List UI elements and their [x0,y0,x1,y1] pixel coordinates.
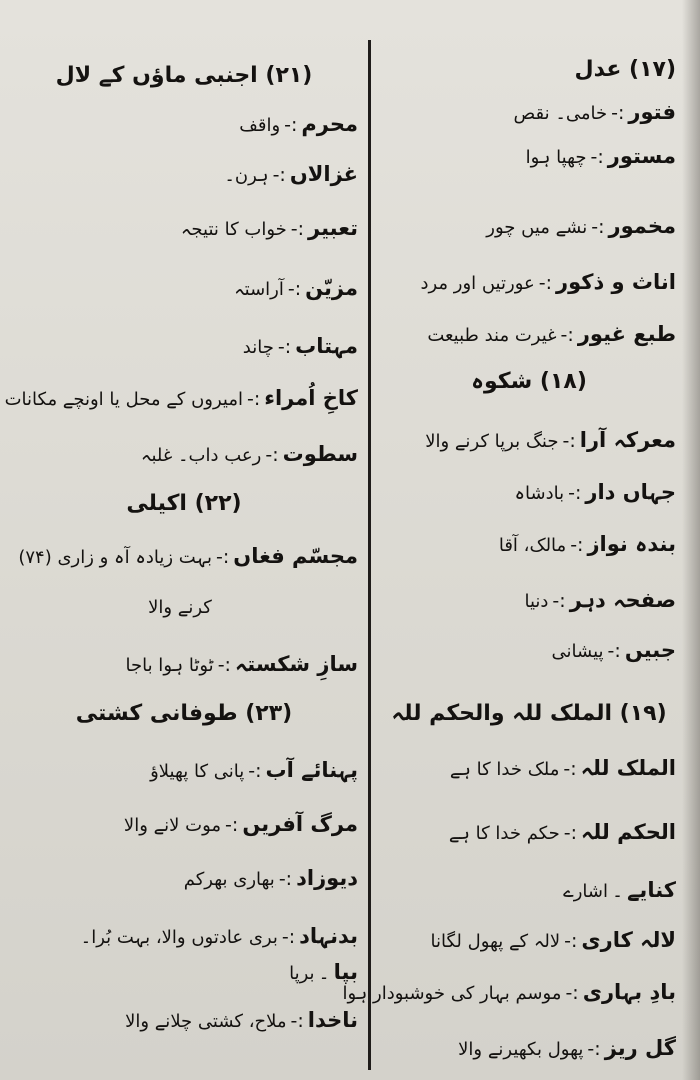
entry-term: فتور [628,100,676,124]
entry-separator: ۔ [611,880,624,902]
entry-row [10,650,358,680]
entry-row [10,332,358,362]
entry-separator: :- [552,590,566,612]
entry-meaning: بری عادتوں والا، بہت بُرا۔ [80,927,278,948]
entry-row [382,876,676,906]
entry-separator: :- [591,216,605,238]
entry-separator: :- [564,930,578,952]
entry-separator: :- [290,1010,304,1032]
entry-row [10,274,358,304]
entry-separator: :- [287,278,302,300]
entry-row [382,212,676,242]
entry-row [10,958,358,988]
entry-meaning: بھاری بھرکم [183,869,275,890]
section-heading-23: (۲۳) طوفانی کشتی [75,701,293,726]
entry-row [10,922,358,952]
entry-row [382,98,676,128]
section-heading-19: (۱۹) الملک للہ والحکم للہ [391,701,667,726]
entry-separator: :- [563,822,578,844]
entry-meaning: غیرت مند طبیعت [427,325,557,346]
entry-meaning: نشے میں چور [486,217,588,238]
entry-row [10,160,358,190]
entry-term: محرم [301,112,358,136]
page-edge-shadow [682,0,700,1080]
entry-row [10,440,358,470]
entry-term: بادِ بہاری [582,980,676,1004]
entry-term: الملک للہ [580,756,676,780]
entry-separator: :- [248,760,262,782]
entry-separator: :- [565,982,579,1004]
entry-meaning: لالہ کے پھول لگانا [430,931,561,952]
entry-meaning: ہرن۔ [224,165,269,186]
entry-meaning: بادشاہ [514,483,565,504]
entry-row [4,384,358,414]
entry-meaning: موت لانے والا [123,815,222,836]
entry-row [382,926,676,956]
entry-meaning: عورتیں اور مرد [420,273,535,294]
entry-term: تعبیر [308,216,358,240]
entry-row [10,810,358,840]
entry-separator: :- [587,1038,601,1060]
entry-term: جبیں [624,638,676,662]
entry-separator: :- [607,640,621,662]
entry-meaning: ٹوٹا ہوا باجا [125,655,214,676]
entry-separator: :- [216,546,230,568]
entry-row [382,818,676,848]
entry-row-continuation [10,592,358,622]
entry-meaning: حکم خدا کا ہے [448,823,560,844]
entry-term: اناث و ذکور [556,270,676,294]
entry-row [342,978,676,1008]
entry-row [382,478,676,508]
entry-term: مستور [607,144,676,168]
entry-term: جہاں دار [585,480,676,504]
entry-term: معرکہ آرا [579,428,676,452]
entry-row [382,268,676,298]
entry-separator: :- [611,102,625,124]
entry-term: الحکم للہ [581,820,676,844]
column-divider [368,40,371,1070]
entry-separator: :- [281,926,296,948]
entry-term: بندہ نواز [587,532,676,556]
left-column [4,50,358,1070]
entry-meaning: واقف [239,115,281,136]
entry-meaning: اشارے [563,881,608,902]
entry-separator: :- [538,272,552,294]
entry-row [382,530,676,560]
entry-row [10,214,358,244]
entry-meaning: خواب کا نتیجہ [180,219,287,240]
entry-row [382,586,676,616]
entry-row [382,754,676,784]
entry-meaning: پھول بکھیرنے والا [458,1039,584,1060]
entry-meaning: موسم بہار کی خوشبودار ہوا [342,983,562,1004]
entry-meaning: جنگ برپا کرنے والا [425,431,559,452]
entry-term: کاخِ اُمراء [264,386,358,410]
entry-term: دیوزاد [296,866,358,890]
entry-separator: :- [225,814,239,836]
entry-term: پہنائے آب [265,758,358,782]
entry-separator: ۔ [318,962,330,984]
entry-row [10,1006,358,1036]
entry-term: طبع غیور [577,322,676,346]
entry-term: بپا [333,960,358,984]
entry-term: غزالاں [289,162,358,186]
entry-meaning: خامی۔ نقص [513,103,608,124]
entry-meaning: چاند [242,337,274,358]
entry-separator: :- [568,482,582,504]
entry-row [382,320,676,350]
entry-term: سازِ شکستہ [234,652,358,676]
entry-meaning: ملک خدا کا ہے [449,759,560,780]
entry-term: لالہ کاری [581,928,676,952]
entry-meaning: مالک، آقا [498,535,567,556]
entry-row [10,756,358,786]
entry-separator: :- [278,868,293,890]
entry-row [382,426,676,456]
section-heading-21: (۲۱) اجنبی ماؤں کے لال [55,63,313,88]
entry-separator: :- [590,146,604,168]
entry-term: مرگ آفریں [242,812,358,836]
entry-meaning: کرنے والا [148,597,212,618]
entry-separator: :- [563,758,577,780]
entry-row [10,110,358,140]
entry-separator: :- [272,164,286,186]
entry-term: بدنہاد [299,924,358,948]
entry-separator: :- [560,324,574,346]
entry-meaning: چھپا ہوا [525,147,587,168]
entry-meaning: بہت زیادہ آہ و زاری (۷۴) [18,547,213,568]
entry-separator: :- [284,114,298,136]
entry-row [10,864,358,894]
section-heading-22: (۲۲) اکیلی [126,491,242,516]
entry-term: مجسّم فغاں [233,544,358,568]
entry-separator: :- [265,444,279,466]
entry-term: مخمور [608,214,676,238]
entry-term: مہتاب [295,334,358,358]
entry-meaning: دنیا [524,591,549,612]
section-heading-18: (۱۸) شکوہ [471,369,587,394]
entry-separator: :- [277,336,292,358]
entry-meaning: آراستہ [234,279,284,300]
entry-meaning: پیشانی [551,641,604,662]
entry-term: سطوت [282,442,358,466]
entry-separator: :- [570,534,584,556]
entry-meaning: پانی کا پھیلاؤ [150,761,245,782]
entry-separator: :- [290,218,305,240]
entry-separator: :- [562,430,576,452]
entry-term: گل ریز [604,1036,676,1060]
entry-row [382,142,676,172]
entry-meaning: برپا [289,963,315,984]
entry-separator: :- [246,388,261,410]
section-heading-17: (۱۷) عدل [574,57,676,82]
entry-row [382,1034,676,1064]
entry-meaning: رعب داب۔ غلبہ [140,445,262,466]
entry-meaning: ملاح، کشتی چلانے والا [125,1011,287,1032]
entry-row [382,636,676,666]
entry-row [10,542,358,572]
entry-separator: :- [217,654,231,676]
entry-meaning: امیروں کے محل یا اونچے مکانات [4,389,243,410]
entry-term: کنایے [627,878,676,902]
entry-term: صفحہ دہر [569,588,676,612]
entry-term: ناخدا [307,1008,358,1032]
entry-term: مزیّن [305,276,358,300]
